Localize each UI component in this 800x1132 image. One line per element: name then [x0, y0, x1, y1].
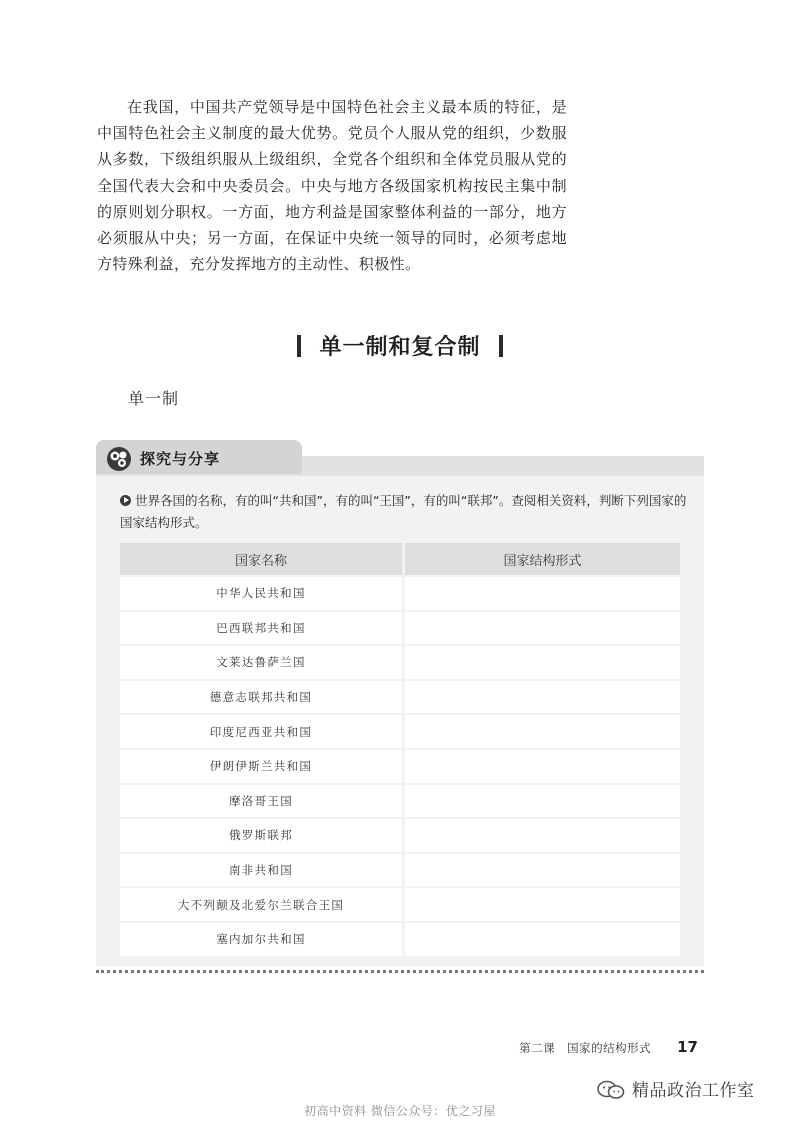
play-bullet-icon: [120, 495, 131, 506]
column-header-form: 国家结构形式: [405, 543, 680, 575]
table-row: [120, 577, 680, 610]
structure-form-cell[interactable]: [405, 715, 680, 748]
country-name: 俄罗斯联邦: [120, 819, 405, 852]
country-name: 文莱达鲁萨兰国: [120, 646, 405, 679]
watermark-brand-text: 精品政治工作室: [632, 1081, 755, 1101]
country-name: 印度尼西亚共和国: [120, 715, 405, 748]
country-name: 塞内加尔共和国: [120, 923, 405, 956]
column-header-name: 国家名称: [120, 543, 405, 575]
bottom-note: 初高中资料 微信公众号：优之习屋: [304, 1104, 496, 1118]
wechat-icon: [596, 1080, 626, 1100]
table-row: [120, 888, 680, 921]
footer-lesson: 第二课: [519, 1041, 556, 1055]
footer-chapter: 国家的结构形式: [567, 1041, 652, 1055]
explore-share-icon: [106, 446, 132, 472]
country-name: 中华人民共和国: [120, 577, 405, 610]
question-prompt-text: 世界各国的名称，有的叫“共和国”，有的叫“王国”，有的叫“联邦”。查阅相关资料，判断下列国家的国家结构形式。: [120, 493, 687, 530]
country-name: 大不列颠及北爱尔兰联合王国: [120, 888, 405, 921]
body-paragraph: 在我国，中国共产党领导是中国特色社会主义最本质的特征，是中国特色社会主义制度的最大优势。党员个人服从党的组织，少数服从多数，下级组织服从上级组织，全党各个组织和全体党员服从党的全国代表大会和中央委员会。中央与地方各级国家机构按民主集中制的原则划分职权。一方面，地方利益是国家整体利益的一部分，地方必须服从中央；另一方面，在保证中央统一领导的同时，必须考虑地方特殊利益，充分发挥地方的主动性、积极性。: [97, 98, 567, 274]
country-name: 伊朗伊斯兰共和国: [120, 750, 405, 783]
country-name: 南非共和国: [120, 854, 405, 887]
structure-form-cell[interactable]: [405, 612, 680, 645]
title-bar-left: [297, 335, 301, 357]
structure-form-cell[interactable]: [405, 750, 680, 783]
table-row: [120, 715, 680, 748]
table-row: [120, 646, 680, 679]
table-row: [120, 681, 680, 714]
section-title: [0, 330, 800, 361]
table-row: [120, 785, 680, 818]
question-prompt: [120, 490, 690, 534]
country-name: 德意志联邦共和国: [120, 681, 405, 714]
title-bar-right: [499, 335, 503, 357]
country-name: 摩洛哥王国: [120, 785, 405, 818]
structure-form-cell[interactable]: [405, 888, 680, 921]
explore-share-body: [96, 476, 704, 966]
page-number: 17: [677, 1038, 698, 1056]
section-divider: [96, 970, 704, 973]
page-footer: [519, 1038, 698, 1056]
subheading: 单一制: [128, 389, 180, 408]
table-row: [120, 819, 680, 852]
table-row: [120, 612, 680, 645]
structure-form-cell[interactable]: [405, 854, 680, 887]
table-row: [120, 750, 680, 783]
structure-form-cell[interactable]: [405, 819, 680, 852]
country-name: 巴西联邦共和国: [120, 612, 405, 645]
table-row: [120, 854, 680, 887]
structure-form-cell[interactable]: [405, 785, 680, 818]
explore-share-title: 探究与分享: [140, 450, 221, 468]
structure-form-cell[interactable]: [405, 577, 680, 610]
country-table: [120, 541, 680, 958]
structure-form-cell[interactable]: [405, 646, 680, 679]
table-header-row: [120, 543, 680, 575]
structure-form-cell[interactable]: [405, 923, 680, 956]
watermark-brand: [596, 1076, 755, 1101]
section-title-text: 单一制和复合制: [319, 335, 481, 360]
table-row: [120, 923, 680, 956]
structure-form-cell[interactable]: [405, 681, 680, 714]
explore-share-header: [96, 440, 704, 476]
